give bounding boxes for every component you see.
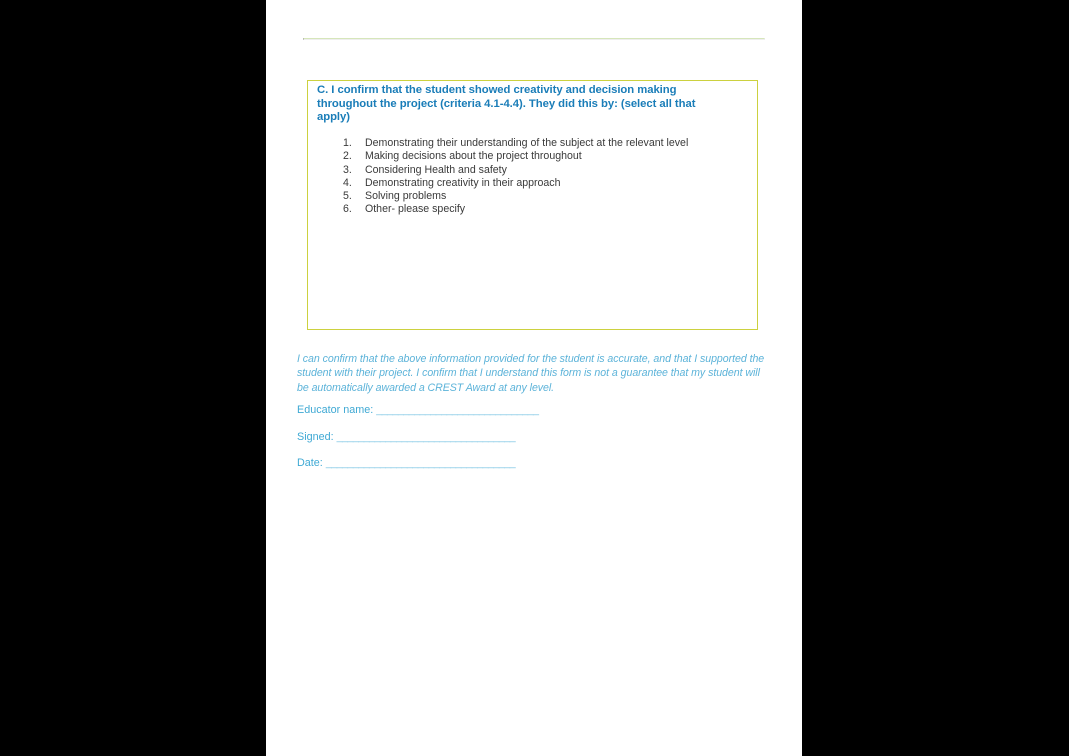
signed-label: Signed: <box>297 431 334 443</box>
criteria-options-list <box>308 137 757 217</box>
date-label: Date: <box>297 457 323 469</box>
list-item-label: Making decisions about the project throughout <box>365 150 582 163</box>
list-item[interactable] <box>308 203 757 216</box>
date-rule[interactable]: ___________________________________ <box>325 457 515 469</box>
list-item[interactable] <box>308 150 757 163</box>
top-divider-rule <box>303 38 765 40</box>
list-item-number: 6. <box>343 203 352 216</box>
list-item-label: Considering Health and safety <box>365 163 507 176</box>
list-item[interactable] <box>308 164 757 177</box>
document-page <box>266 0 802 756</box>
list-item-number: 2. <box>343 150 352 163</box>
question-answer-box[interactable] <box>307 80 758 330</box>
signed-rule[interactable]: _________________________________ <box>336 431 515 443</box>
list-item-label: Demonstrating their understanding of the subject at the relevant level <box>365 137 689 149</box>
list-item-number: 4. <box>343 176 352 189</box>
list-item-number: 3. <box>343 163 352 176</box>
list-item[interactable] <box>308 190 757 203</box>
list-item-label: Solving problems <box>365 190 447 203</box>
declaration-paragraph: I can confirm that the above information provided for the student is accurate, and that I supported the student with their project. I confirm that I understand this form is not a guarantee that my student will be automatically awarded a CREST Award at any level. <box>297 353 765 394</box>
educator-name-field[interactable] <box>297 404 538 416</box>
list-item-number: 5. <box>343 190 352 203</box>
question-heading: C. I confirm that the student showed creativity and decision making throughout the project (criteria 4.1-4.4). They did this by: (select all that apply) <box>317 84 696 124</box>
list-item-label: Demonstrating creativity in their approach <box>365 176 561 189</box>
educator-name-rule[interactable]: ______________________________ <box>376 404 539 416</box>
list-item[interactable] <box>308 177 757 190</box>
date-field[interactable] <box>297 457 515 469</box>
list-item-number: 1. <box>343 137 352 149</box>
signed-field[interactable] <box>297 431 515 443</box>
educator-name-label: Educator name: <box>297 404 374 416</box>
list-item-label: Other- please specify <box>365 203 466 216</box>
list-item[interactable] <box>308 137 757 150</box>
